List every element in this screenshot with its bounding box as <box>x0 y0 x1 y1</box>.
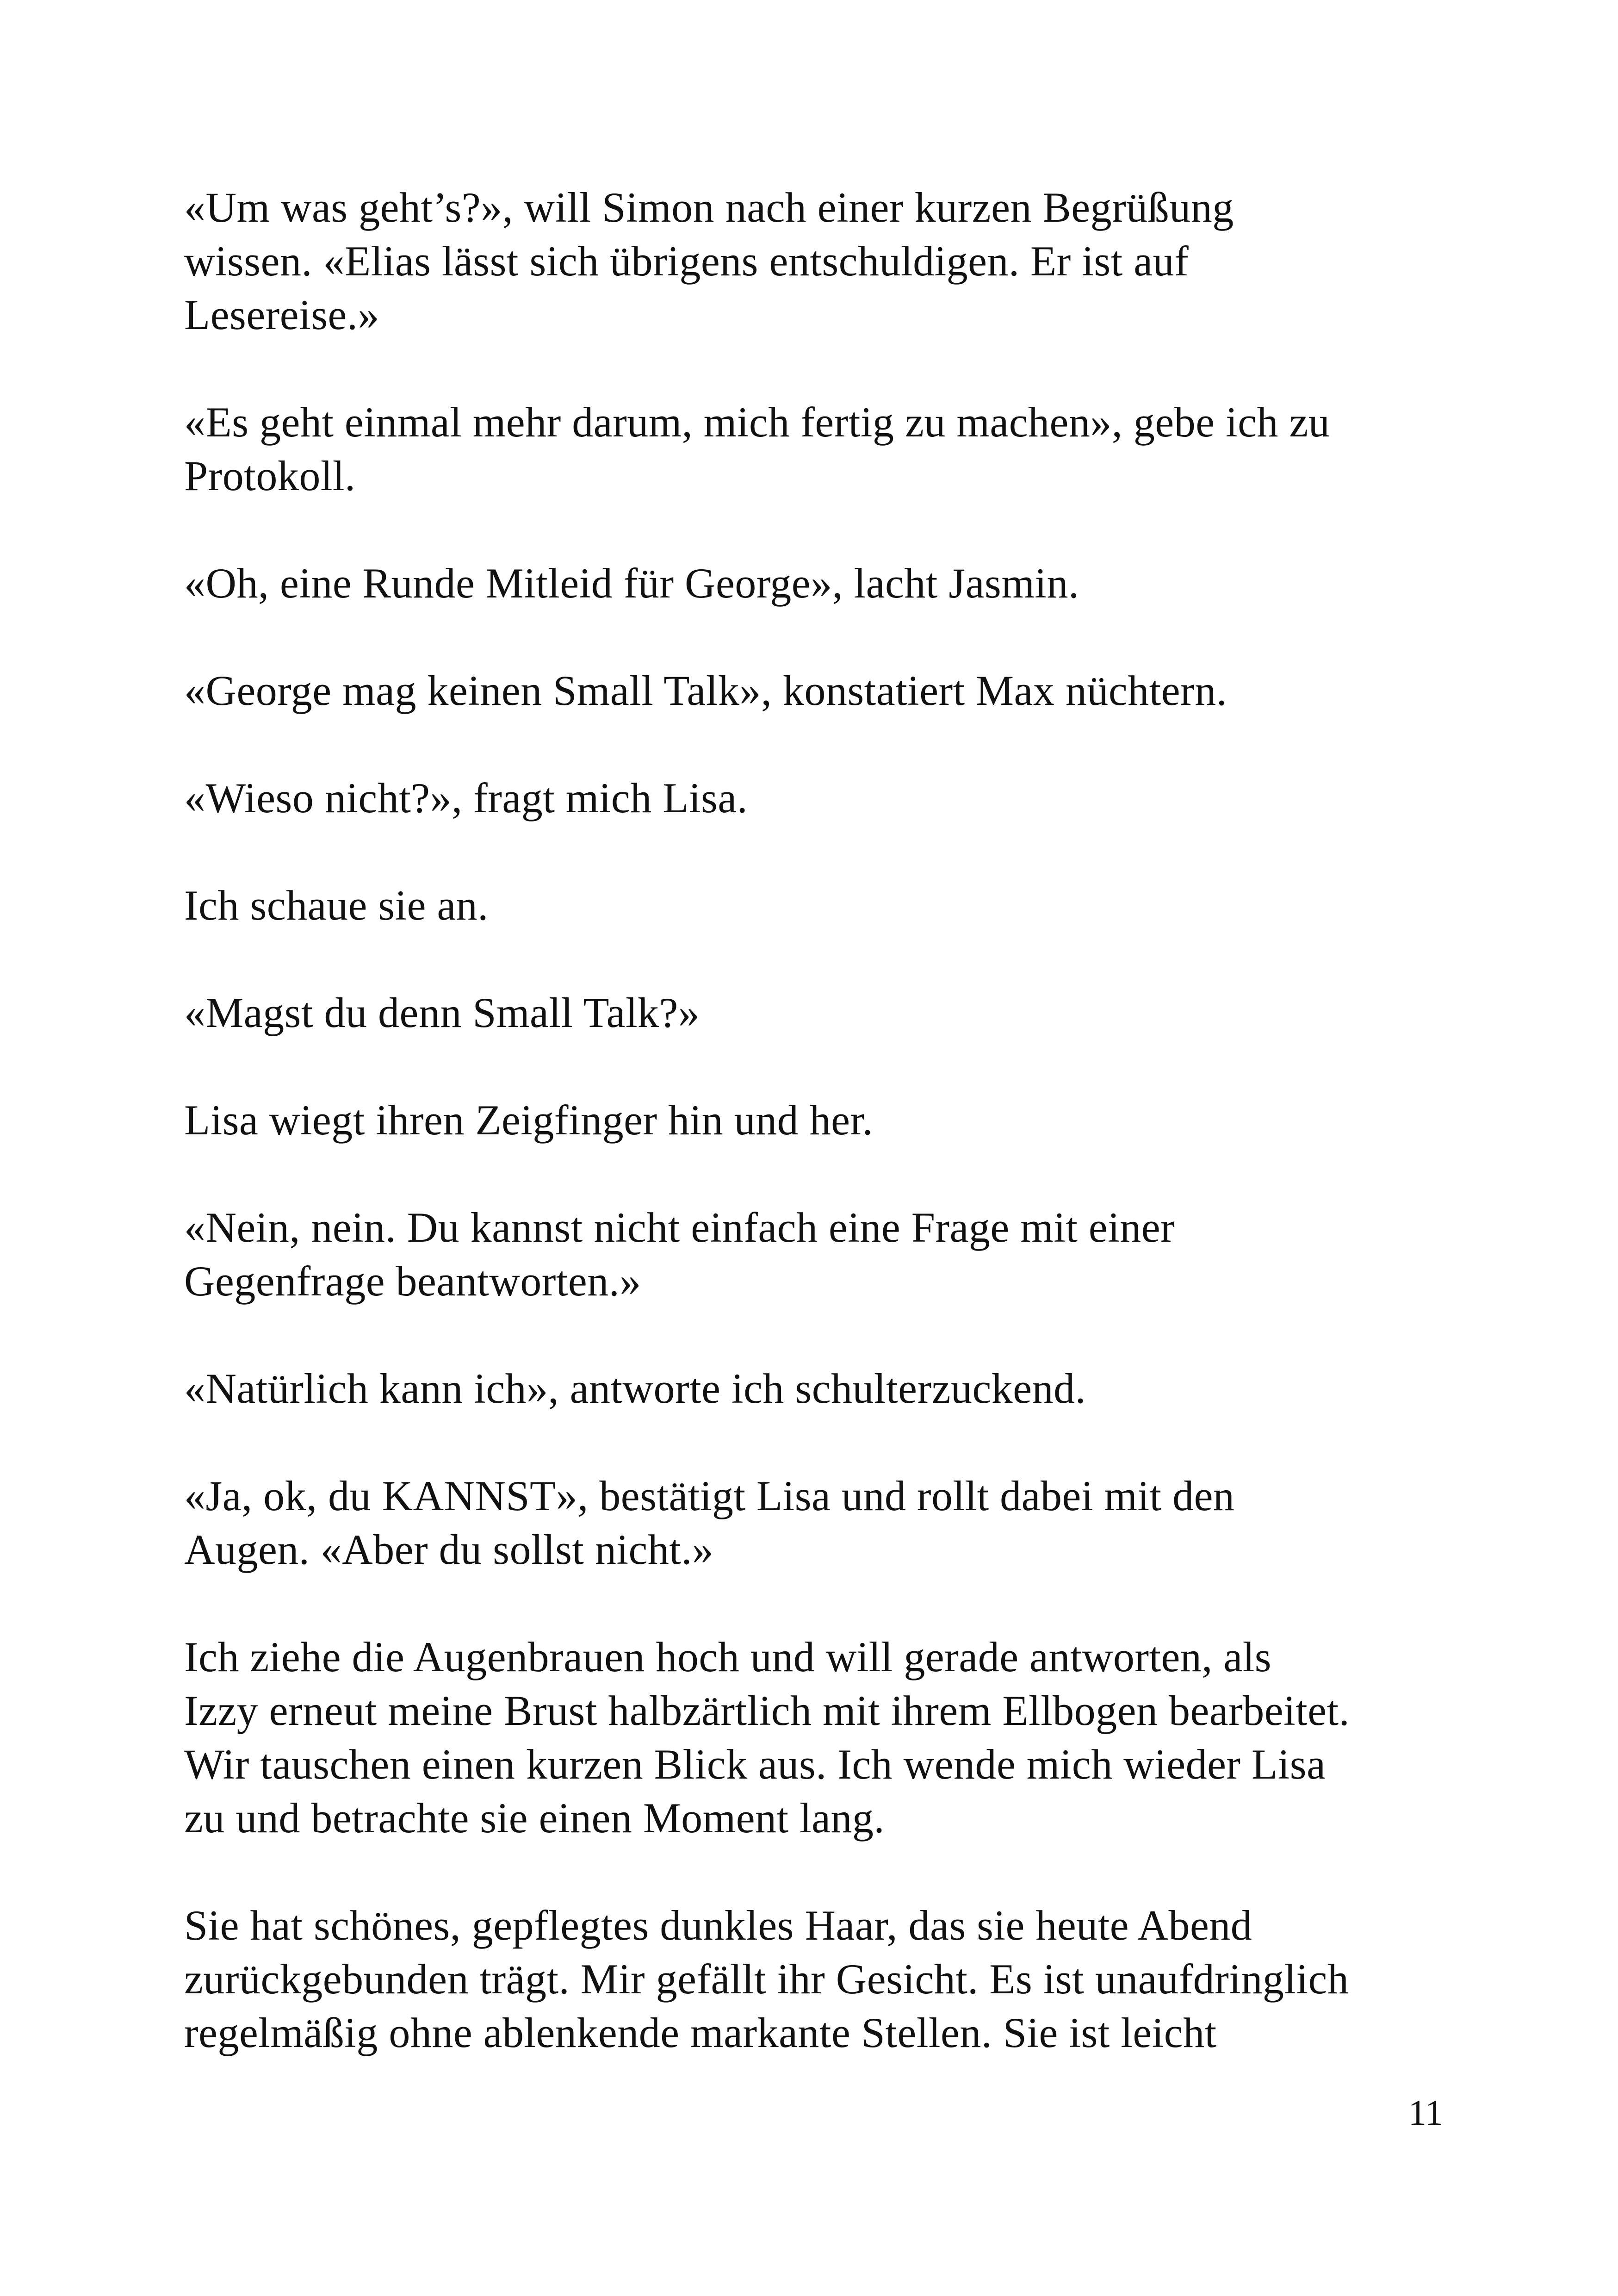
paragraph-gegenfrage: «Nein, nein. Du kannst nicht einfach eine Frage mit einer Gegenfrage beantworten.» <box>184 1204 1175 1305</box>
paragraph-kannst: «Ja, ok, du KANNST», bestätigt Lisa und rollt dabei mit den Augen. «Aber du sollst nicht.» <box>184 1472 1235 1573</box>
paragraph-zeigfinger: Lisa wiegt ihren Zeigfinger hin und her. <box>184 1096 874 1144</box>
paragraph-small-talk: «Magst du denn Small Talk?» <box>184 989 700 1036</box>
page-number: 11 <box>1408 2092 1443 2133</box>
body-text <box>184 180 1461 2113</box>
paragraph-haar: Sie hat schönes, gepflegtes dunkles Haar, das sie heute Abend zurückgebunden trägt. Mir gefällt ihr Gesicht. Es ist unaufdringlich regelmäßig ohne ablenkende markante Stellen. Sie ist leicht <box>184 1902 1349 2056</box>
paragraph-simon-question: «Um was geht’s?», will Simon nach einer kurzen Begrüßung wissen. «Elias lässt sich übrigens entschuldigen. Er ist auf Lesereise.» <box>184 184 1234 338</box>
paragraph-lisa-question: «Wieso nicht?», fragt mich Lisa. <box>184 774 748 821</box>
paragraph-augenbrauen: Ich ziehe die Augenbrauen hoch und will gerade antworten, als Izzy erneut meine Brust halbzärtlich mit ihrem Ellbogen bearbeitet. Wir tauschen einen kurzen Blick aus. Ich wende mich wieder Lisa zu und betrachte sie einen Moment lang. <box>184 1633 1350 1842</box>
paragraph-natuerlich: «Natürlich kann ich», antworte ich schulterzuckend. <box>184 1365 1086 1412</box>
paragraph-jasmin: «Oh, eine Runde Mitleid für George», lacht Jasmin. <box>184 560 1079 607</box>
paragraph-schaue: Ich schaue sie an. <box>184 882 489 929</box>
paragraph-max: «George mag keinen Small Talk», konstatiert Max nüchtern. <box>184 667 1227 714</box>
paragraph-protokoll: «Es geht einmal mehr darum, mich fertig zu machen», gebe ich zu Protokoll. <box>184 398 1330 499</box>
